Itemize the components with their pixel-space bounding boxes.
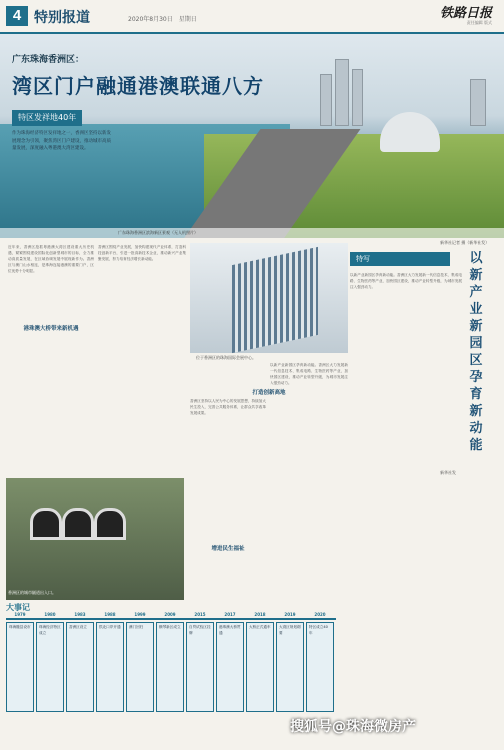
article-column-right: 以新产业新园区孕育新动能。香洲区大力发展新一代信息技术、集成电路、生物医药等产业，加快园区建设，推动产业转型升级，为城市发展注入强劲动力。 [350, 273, 462, 289]
timeline-entry: 澳门回归 [126, 622, 154, 712]
timeline-entry: 香洲区设立 [66, 622, 94, 712]
timeline-year: 2017 [224, 612, 236, 617]
building-tower-shape [232, 247, 318, 353]
section-title: 特别报道 [34, 10, 90, 26]
right-credit: 新华社发 [440, 470, 456, 475]
hero-credit: 新华社记者 摄（新华社发） [440, 240, 490, 245]
right-column-title: 以新产业新园区孕育新动能 [469, 251, 483, 453]
timeline-year: 2015 [194, 612, 206, 617]
newspaper-logo: 铁路日报 [439, 6, 492, 21]
timeline-entry: 横琴新区成立 [156, 622, 184, 712]
page-header [0, 0, 504, 34]
location-kicker: 广东珠海香洲区： [12, 55, 85, 65]
timeline-line [6, 618, 336, 620]
timeline-year: 1980 [44, 612, 56, 617]
skyline-building [470, 79, 486, 126]
page-number: 4 [6, 6, 28, 26]
timeline-year: 2018 [254, 612, 266, 617]
tunnel-portal [94, 508, 126, 540]
article-column-3: 香洲区坚持以人民为中心的发展思想，持续加大民生投入，完善公共服务体系，让群众共享改革发展成果。 [190, 399, 266, 415]
timeline-entry: 珠海撤县设市 [6, 622, 34, 712]
subhead-welfare: 增进民生福祉 [211, 546, 245, 552]
skyline-building [320, 74, 332, 126]
feature-tag: 特写 [350, 252, 450, 266]
subhead-innovation: 打造创新高地 [252, 390, 286, 396]
main-headline: 湾区门户融通港澳联通八方 [12, 74, 264, 98]
timeline-entry: 大桥正式通车 [246, 622, 274, 712]
timeline-label: 大事记 [6, 603, 30, 612]
hero-caption: 广东珠海香洲区滨海新区景观（无人机照片） [0, 228, 504, 238]
issue-date: 2020年8月30日 星期日 [128, 16, 197, 23]
timeline-entry: 拱北口岸开通 [96, 622, 124, 712]
tunnel-caption: 香洲区的城市隧道出入口。 [8, 590, 56, 595]
article-column-1: 近年来，香洲区抢抓粤港澳大湾区建设重大历史机遇，紧紧围绕建设国际化创新型城市的目标，全力推动高质量发展，在区域协调发展中展现新作为。香洲区与澳门山水相连，是珠海连接港澳的重要门户，区位优势十分明显。 [8, 245, 94, 273]
article-column-2: 香洲区围绕产业发展，加快构建现代产业体系，打造科技创新平台，引进一批高新技术企业，推动新兴产业集聚发展，努力培育经济增长新动能。 [98, 245, 186, 261]
timeline-year: 1983 [74, 612, 86, 617]
watermark: 搜狐号@珠海微房产 [290, 719, 416, 735]
tunnel-portal [30, 508, 62, 540]
tower-caption: 位于香洲区的珠海国际会展中心。 [196, 355, 256, 360]
timeline-entry: 大湾区规划纲要 [276, 622, 304, 712]
tunnel-portal [62, 508, 94, 540]
article-column-4: 以新产业新园区孕育新动能。香洲区大力发展新一代信息技术、集成电路、生物医药等产业，加快园区建设，推动产业转型升级，为城市发展注入强劲动力。 [270, 363, 348, 385]
timeline-entry: 珠海经济特区成立 [36, 622, 64, 712]
skyline-building [352, 69, 363, 126]
logo-subtitle: 责任编辑 版式 [466, 20, 492, 25]
timeline-year: 1988 [104, 612, 116, 617]
timeline-year: 2019 [284, 612, 296, 617]
timeline-entry: 港珠澳大桥贯通 [216, 622, 244, 712]
timeline-entry: 特区成立40年 [306, 622, 334, 712]
subhead-bridge: 港珠澳大桥带来新机遇 [23, 326, 79, 332]
timeline-year: 2020 [314, 612, 326, 617]
timeline-year: 1999 [134, 612, 146, 617]
timeline-year: 2009 [164, 612, 176, 617]
series-tag: 特区发祥地40年 [12, 110, 82, 126]
intro-paragraph: 作为珠海经济特区发祥地之一，香洲区坚持以新发展理念为引领，聚焦湾区门户建设，推动城市高质量发展，深度融入粤港澳大湾区建设。 [12, 131, 111, 151]
timeline-entry: 自贸试验区挂牌 [186, 622, 214, 712]
timeline-year: 1979 [14, 612, 26, 617]
skyline-building [335, 59, 349, 126]
